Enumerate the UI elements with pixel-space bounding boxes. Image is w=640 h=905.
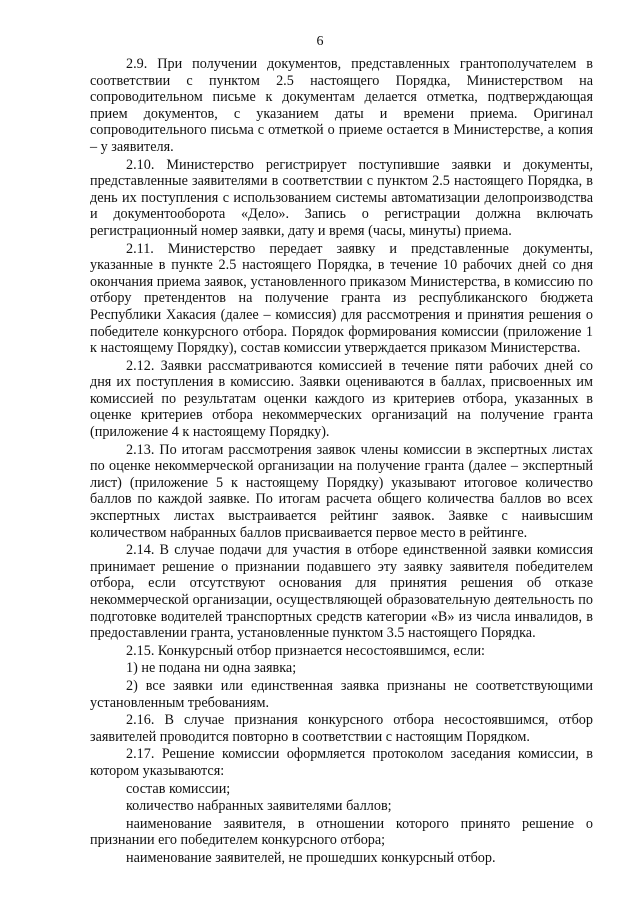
paragraph-2-13: 2.13. По итогам рассмотрения заявок члены комиссии в экспертных листах по оценке некоммерческой организации на получение гранта (далее – экспертный лист) (приложение 5 к настоящему Порядку) указывают итоговое количество баллов по каждой заявке. По итогам расчета общего количества баллов во всех экспертных листах выстраивается рейтинг заявок. Заявке с наивысшим количеством набранных баллов присваивается первое место в рейтинге. [90,441,593,541]
paragraph-2-12: 2.12. Заявки рассматриваются комиссией в течение пяти рабочих дней со дня их поступления в комиссию. Заявки оцениваются в баллах, присвоенных им комиссией по результатам оценки каждого из критериев отбора, указанных в оценке критериев отбора некоммерческих организаций на получение гранта (приложение 4 к настоящему Порядку). [90,357,593,441]
list-item-2-17-3: наименование заявителя, в отношении которого принято решение о признании его победителем конкурсного отбора; [90,815,593,849]
page-number: 6 [316,34,324,49]
paragraph-2-17: 2.17. Решение комиссии оформляется протоколом заседания комиссии, в котором указываются: [90,746,593,779]
paragraph-2-14: 2.14. В случае подачи для участия в отборе единственной заявки комиссия принимает решение о признании подавшего эту заявку заявителя победителем отбора, если отсутствуют основания для принятия решения об отказе некоммерческой организации, осуществляющей образовательную деятельность по подготовке водителей транспортных средств категории «В» из числа инвалидов, в предоставлении гранта, установленные пунктом 3.5 настоящего Порядка. [90,542,593,642]
paragraph-2-16: 2.16. В случае признания конкурсного отбора несостоявшимся, отбор заявителей проводится повторно в соответствии с настоящим Порядком. [90,712,593,745]
list-item-2-17-4: наименование заявителей, не прошедших конкурсный отбор. [126,849,496,866]
list-item-2-17-2: количество набранных заявителями баллов; [126,798,392,815]
paragraph-2-10: 2.10. Министерство регистрирует поступившие заявки и документы, представленные заявителями в соответствии с пунктом 2.5 настоящего Порядка, в день их поступления с использованием системы автоматизации делопроизводства и документооборота «Дело». Запись о регистрации должна включать регистрационный номер заявки, дату и время (часы, минуты) приема. [90,156,593,239]
document-body [90,56,593,868]
list-item-2-15-1: 1) не подана ни одна заявка; [126,660,297,677]
list-item-2-17-1: состав комиссии; [126,780,231,797]
paragraph-2-15: 2.15. Конкурсный отбор признается несостоявшимся, если: [126,642,485,659]
list-item-2-15-2: 2) все заявки или единственная заявка признаны не соответствующими установленным требованиям. [90,677,593,711]
paragraph-2-9: 2.9. При получении документов, представленных грантополучателем в соответствии с пунктом 2.5 настоящего Порядка, Министерством на сопроводительном письме к документам делается отметка, подтверждающая прием документов, с указанием даты и времени приема. Оригинал сопроводительного письма с отметкой о приеме остается в Министерстве, а копия – у заявителя. [90,56,593,155]
paragraph-2-11: 2.11. Министерство передает заявку и представленные документы, указанные в пункте 2.5 настоящего Порядка, в течение 10 рабочих дней со дня окончания приема заявок, установленного приказом Министерства, в комиссию по отбору претендентов на получение гранта из республиканского бюджета Республики Хакасия (далее – комиссия) для рассмотрения и принятия решения о победителе конкурсного отбора. Порядок формирования комиссии (приложение 1 к настоящему Порядку), состав комиссии утверждается приказом Министерства. [90,240,593,357]
